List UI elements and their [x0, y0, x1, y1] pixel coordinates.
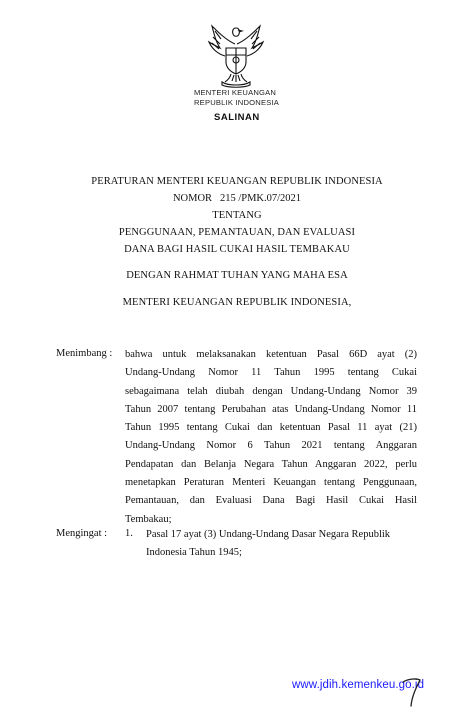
salinan-label: SALINAN: [214, 112, 260, 123]
ministry-line-1: MENTERI KEUANGAN: [194, 88, 277, 97]
mengingat-item-number: 1.: [125, 528, 133, 539]
subject-line-1: PENGGUNAAN, PEMANTAUAN, DAN EVALUASI: [118, 227, 356, 238]
menimbang-line: sebagaimana telah diubah dengan Undang-Undang Nomor 39: [125, 385, 417, 397]
menimbang-line: Pendapatan dan Belanja Negara Tahun Anggaran 2022, perlu: [125, 458, 417, 470]
ministry-heading: [194, 88, 279, 107]
mengingat-item-line-1: Pasal 17 ayat (3) Undang-Undang Dasar Negara Republik: [146, 529, 391, 540]
nomor-value: 215 /PMK.07/2021: [219, 193, 302, 204]
menimbang-line: Pemantauan, dan Evaluasi Dana Bagi Hasil Cukai Hasil: [125, 495, 417, 507]
menteri-line: MENTERI KEUANGAN REPUBLIK INDONESIA,: [122, 297, 352, 308]
regulation-number: [0, 193, 474, 204]
menimbang-line: Tahun 2007 tentang Perubahan atas Undang-Undang Nomor 11: [125, 403, 417, 415]
menimbang-body: [125, 346, 417, 529]
ministry-line-2: REPUBLIK INDONESIA: [194, 97, 280, 107]
menimbang-line: Undang-Undang Nomor 11 Tahun 1995 tentang Cukai: [125, 367, 417, 379]
mengingat-label: Mengingat :: [56, 528, 108, 539]
mengingat-item-line-2: Indonesia Tahun 1945;: [146, 547, 242, 558]
footer-website-link[interactable]: www.jdih.kemenkeu.go.id: [292, 679, 425, 691]
handwritten-mark-icon: [400, 676, 424, 710]
menimbang-line: Tembakau;: [125, 513, 172, 525]
tentang-label: TENTANG: [212, 210, 262, 221]
subject-line-2: DANA BAGI HASIL CUKAI HASIL TEMBAKAU: [124, 244, 350, 255]
rahmat-line: DENGAN RAHMAT TUHAN YANG MAHA ESA: [126, 270, 348, 281]
mengingat-item-text: [146, 526, 421, 562]
nomor-label: NOMOR: [172, 193, 213, 204]
garuda-emblem-icon: [206, 22, 266, 88]
menimbang-line: bahwa untuk melaksanakan ketentuan Pasal 66D ayat (2): [125, 349, 417, 360]
regulation-title: PERATURAN MENTERI KEUANGAN REPUBLIK INDONESIA: [91, 176, 383, 187]
menimbang-line: menetapkan Peraturan Menteri Keuangan tentang Penggunaan,: [125, 477, 417, 489]
menimbang-line: Undang-Undang Nomor 6 Tahun 2021 tentang Anggaran: [125, 440, 417, 452]
menimbang-label: Menimbang :: [56, 348, 113, 359]
menimbang-line: Tahun 1995 tentang Cukai dan ketentuan Pasal 11 ayat (21): [125, 422, 417, 434]
